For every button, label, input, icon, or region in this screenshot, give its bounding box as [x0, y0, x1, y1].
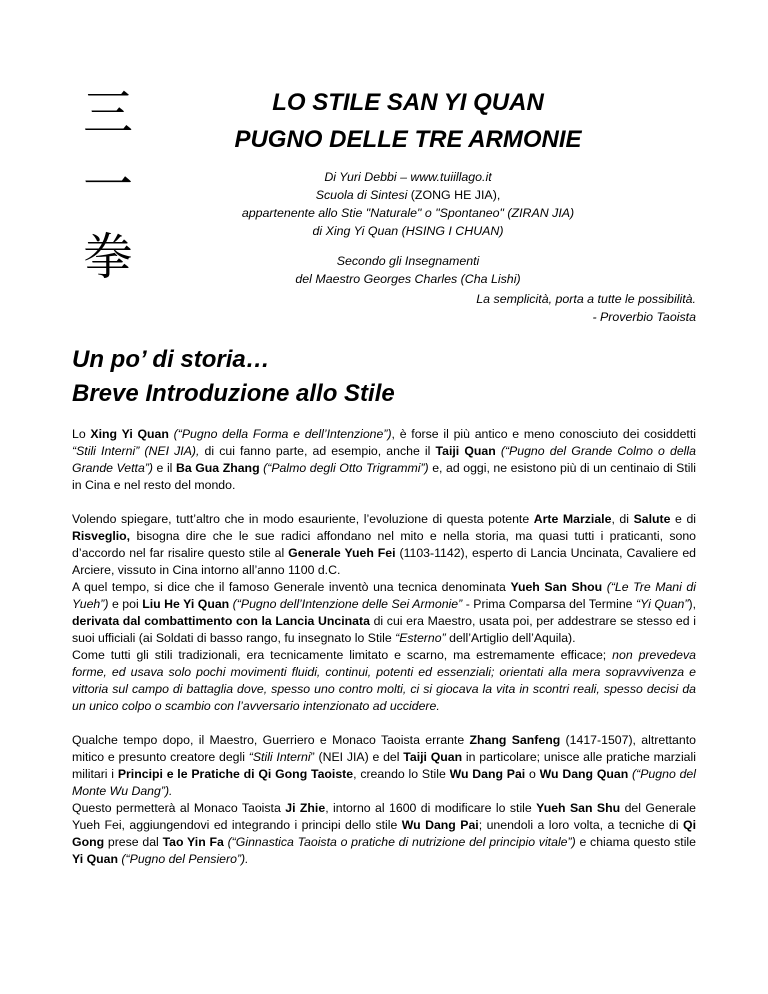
title-line-2: PUGNO DELLE TRE ARMONIE — [234, 126, 582, 153]
paragraph-2: Volendo spiegare, tutt’altro che in modo esauriente, l’evoluzione di questa potente Arte Marziale, di Salute e di Risveglio, bisogna dire che le sue radici affondano nel mito e nella storia, ma quasi tutti i praticanti, sono d’accordo nel far risalire questo stile al Generale Yueh Fei (1103-1142), esperto di Lancia Uncinata, Cavaliere ed Arciere, vissuto in Cina intorno all’anno 1100 d.C. — [72, 512, 697, 577]
heading-line-1: Un po’ di storia… — [72, 346, 270, 373]
paragraph-1: Lo Xing Yi Quan (“Pugno della Forma e dell’Intenzione”), è forse il più antico e meno conosciuto dei cosiddetti “Stili Interni” (NEI JIA), di cui fanno parte, ad esempio, anche il Taiji Quan (“Pugno del Grande Colmo o della Grande Vetta”) e il Ba Gua Zhang (“Palmo degli Otto Trigrammi”) e, ad oggi, ne esistono più di un centinaio di Stili in Cina e nel resto del mondo. — [72, 427, 696, 492]
teacher-line-2: del Maestro Georges Charles (Cha Lishi) — [295, 272, 521, 286]
cjk-char-yi: 一 — [83, 156, 133, 214]
quote-source: - Proverbio Taoista — [592, 310, 696, 324]
heading-line-2: Breve Introduzione allo Stile — [72, 380, 395, 407]
cjk-char-san: 三 — [83, 84, 133, 142]
belongs-line: appartenente allo Stie "Naturale" o "Spontaneo" (ZIRAN JIA) — [241, 206, 575, 220]
paragraph-3: A quel tempo, si dice che il famoso Generale inventò una tecnica denominata Yueh San Shou (“Le Tre Mani di Yueh”) e poi Liu He Yi Quan (“Pugno dell’Intenzione delle Sei Armonie” - Prima Comparsa del Termine “Yi Quan”), derivata dal combattimento con la Lancia Uncinata di cui era Maestro, usata poi, per addestrare se stesso ed i suoi ufficiali (ai Soldati di basso rango, fu insegnato lo Stile “Esterno” dell’Artiglio dell’Aquila). — [72, 580, 697, 645]
school-line: Scuola di Sintesi (ZONG HE JIA), — [315, 188, 501, 202]
section-heading — [72, 343, 395, 411]
title-line-1: LO STILE SAN YI QUAN — [272, 89, 544, 116]
title-block — [200, 84, 616, 288]
teacher-line-1: Secondo gli Insegnamenti — [336, 254, 480, 268]
epigraph-quote — [476, 290, 696, 326]
credits — [200, 168, 616, 240]
cjk-char-quan: 拳 — [83, 228, 133, 286]
author-line: Di Yuri Debbi – www.tuiillago.it — [324, 170, 492, 184]
chinese-title-vertical — [78, 84, 138, 304]
body-text — [72, 426, 696, 868]
paragraph-5: Qualche tempo dopo, il Maestro, Guerriero e Monaco Taoista errante Zhang Sanfeng (1417-1507), altrettanto mitico e presunto creatore degli “Stili Interni” (NEI JIA) e del Taiji Quan in particolare; unisce alle pratiche marziali militari i Principi e le Pratiche di Qi Gong Taoiste, creando lo Stile Wu Dang Pai o Wu Dang Quan (“Pugno del Monte Wu Dang”). — [72, 733, 696, 798]
paragraph-6: Questo permetterà al Monaco Taoista Ji Zhie, intorno al 1600 di modificare lo stile Yueh San Shu del Generale Yueh Fei, aggiungendovi ed integrando i principi dello stile Wu Dang Pai; unendoli a loro volta, a tecniche di Qi Gong prese dal Tao Yin Fa (“Ginnastica Taoista o pratiche di nutrizione del principio vitale”) e chiama questo stile Yi Quan (“Pugno del Pensiero”). — [72, 801, 697, 866]
paragraph-4: Come tutti gli stili tradizionali, era tecnicamente limitato e scarno, ma estremamente efficace; non prevedeva forme, ed usava solo pochi movimenti fluidi, continui, potenti ed essenziali; orientati alla mera sopravvivenza e vittoria sul campo di battaglia dove, spesso uno contro molti, ci si giocava la vita in scontri reali, spesso decisi da un unico colpo o scambio con l’avversario intenzionato ad uccidere. — [72, 648, 697, 713]
quote-text: La semplicità, porta a tutte le possibilità. — [476, 292, 696, 306]
document-title — [200, 84, 616, 158]
teacher-credit — [200, 252, 616, 288]
style-line: di Xing Yi Quan (HSING I CHUAN) — [312, 224, 504, 238]
